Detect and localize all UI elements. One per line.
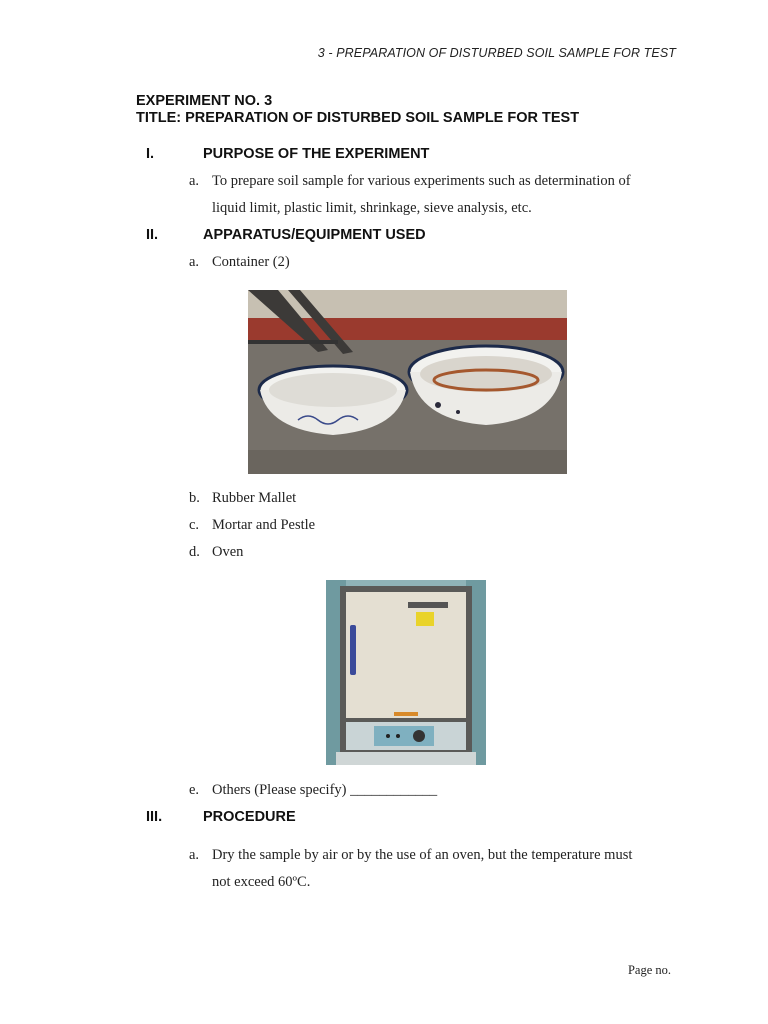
item-text: Mortar and Pestle [212,517,316,533]
item-text: Others (Please specify) ____________ [212,782,438,798]
item-line: liquid limit, plastic limit, shrinkage, sieve analysis, etc. [212,200,532,216]
section-title: APPARATUS/EQUIPMENT USED [203,227,426,243]
item-line: Dry the sample by air or by the use of an oven, but the temperature must [212,847,633,863]
item-letter: c. [189,517,200,533]
item-line: not exceed 60ºC. [212,874,311,890]
item-text: Rubber Mallet [212,490,297,506]
item-text: Oven [212,544,244,560]
item-letter: e. [189,782,200,798]
section-title: PROCEDURE [203,809,296,825]
item-letter: a. [189,847,200,863]
experiment-title: TITLE: PREPARATION OF DISTURBED SOIL SAMPLE FOR TEST [136,110,580,126]
item-letter: a. [189,254,200,270]
containers-photo [248,290,567,474]
section-numeral: II. [146,227,159,243]
item-text: Container (2) [212,254,290,270]
section-numeral: III. [146,809,163,825]
section-title: PURPOSE OF THE EXPERIMENT [203,146,430,162]
page-number-label: Page no. [627,963,671,977]
experiment-number: EXPERIMENT NO. 3 [136,93,273,109]
section-numeral: I. [146,146,155,162]
running-header: 3 - PREPARATION OF DISTURBED SOIL SAMPLE FOR TEST [317,46,676,60]
oven-photo [326,580,486,765]
item-letter: b. [189,490,200,506]
item-text [212,168,631,222]
item-text [212,842,632,896]
oven-illustration [326,580,486,765]
item-letter: d. [189,544,200,560]
experiment-title-block [136,93,579,127]
item-letter: a. [189,173,200,189]
containers-illustration [248,290,567,474]
item-line: To prepare soil sample for various experiments such as determination of [212,173,631,189]
